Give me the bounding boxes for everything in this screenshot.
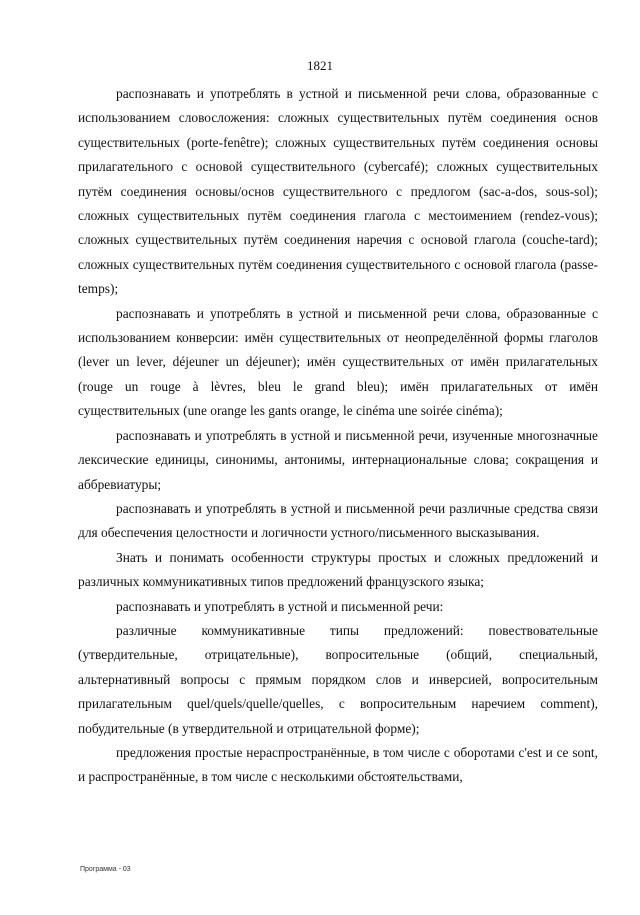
paragraph: распознавать и употреблять в устной и письменной речи различные средства связи для обеспечения целостности и логичности устного/письменного высказывания.	[78, 500, 598, 541]
paragraph: распознавать и употреблять в устной и письменной речи слова, образованные с использованием конверсии: имён существительных от неопределённой формы глаголов (lever un lever, déjeuner un déjeuner); имён существительных от имён прилагательных (rouge un rouge à lèvres, bleu le grand bleu); имён прилагательных от имён существительных (une orange les gants orange, le cinéma une soirée cinéma);	[78, 305, 598, 419]
paragraph: предложения простые нераспространённые, в том числе с оборотами c'est и ce sont, и распространённые, в том числе с несколькими обстоятельствами,	[78, 744, 598, 785]
paragraph: распознавать и употреблять в устной и письменной речи, изученные многозначные лексические единицы, синонимы, антонимы, интернациональные слова; сокращения и аббревиатуры;	[78, 427, 598, 492]
page-number: 1821	[307, 58, 333, 73]
document-body	[78, 82, 598, 790]
page-footer: Программа - 03	[80, 866, 131, 873]
paragraph: распознавать и употреблять в устной и письменной речи слова, образованные с использованием словосложения: сложных существительных путём соединения основ существительных (porte-fenêtre); сложных существительных путём соединения основы прилагательного с основой существительного (cybercafé); сложных существительных путём соединения основы/основ существительного с предлогом (sac-a-dos, sous-sol); сложных существительных путём соединения глагола с местоимением (rendez-vous); сложных существительных путём соединения наречия с основой глагола (couche-tard); сложных существительных путём соединения существительного с основой глагола (passe-temps);	[78, 86, 598, 297]
paragraph: Знать и понимать особенности структуры простых и сложных предложений и различных коммуникативных типов предложений французского языка;	[78, 549, 598, 590]
paragraph: различные коммуникативные типы предложений: повествовательные (утвердительные, отрицательные), вопросительные (общий, специальный, альтернативный вопросы с прямым порядком слов и инверсией, вопросительным прилагательным quel/quels/quelle/quelles, с вопросительным наречием comment), побудительные (в утвердительной и отрицательной форме);	[78, 622, 598, 736]
paragraph: распознавать и употреблять в устной и письменной речи:	[116, 598, 444, 614]
